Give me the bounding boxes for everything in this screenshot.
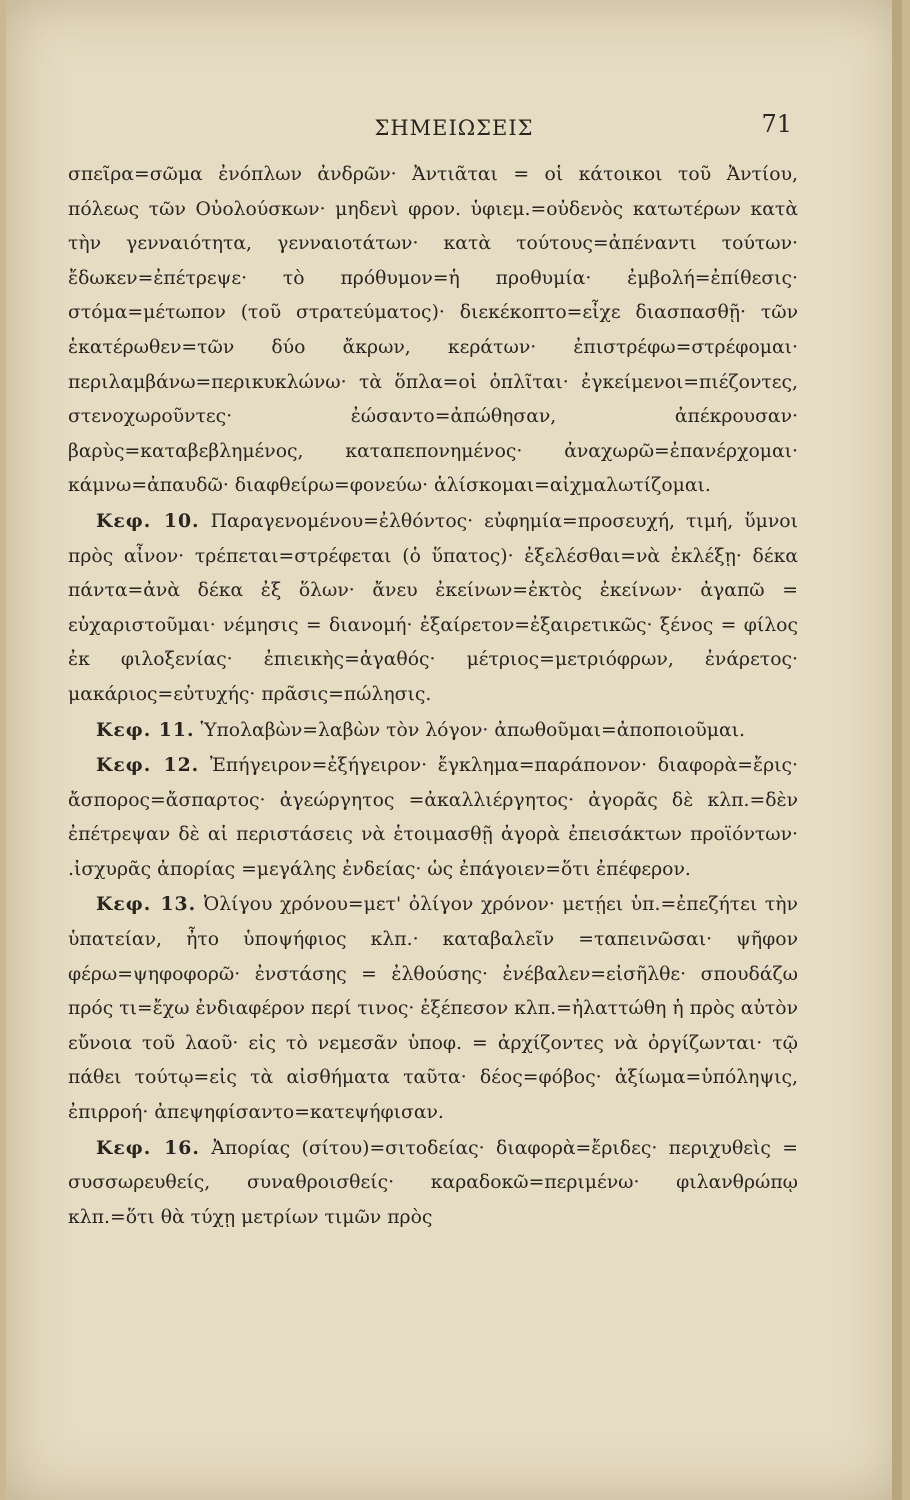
chapter-heading: Κεφ. 12. <box>96 754 200 777</box>
chapter-heading: Κεφ. 13. <box>96 893 197 916</box>
notes-body <box>68 158 798 1235</box>
paragraph-text: Ὀλίγου χρόνου=μετ' ὀλίγον χρόνον· μετῄει ὑπ.=ἐπεζήτει τὴν ὑπατείαν, ἦτο ὑποψήφιος κλπ.· καταβαλεῖν =ταπεινῶσαι· ψῆφον φέρω=ψηφοφορῶ· ἐνστάσης = ἐλθούσης· ἐνέβαλεν=εἰσῆλθε· σπουδάζω πρός τι=ἔχω ἐνδιαφέρον περί τινος· ἐξέπεσον κλπ.=ἠλαττώθη ἡ πρὸς αὐτὸν εὔνοια τοῦ λαοῦ· εἰς τὸ νεμεσᾶν ὑποφ. = ἀρχίζοντες νὰ ὀργίζωνται· τῷ πάθει τούτῳ=εἰς τὰ αἰσθήματα ταῦτα· δέος=φόβος· ἀξίωμα=ὑπόληψις, ἐπιρροή· ἀπεψηφίσαντο=κατεψήφισαν. <box>68 894 798 1124</box>
note-paragraph <box>68 1131 798 1236</box>
chapter-heading: Κεφ. 10. <box>96 509 200 532</box>
paragraph-text: Ἀπορίας (σίτου)=σιτοδείας· διαφορὰ=ἔριδες· περιχυθεὶς = συσσωρευθείς, συναθροισθείς· καραδοκῶ=περιμένω· φιλανθρώπῳ κλπ.=ὅτι θὰ τύχῃ μετρίων τιμῶν πρὸς <box>68 1137 798 1228</box>
paragraph-text: Ὑπολαβὼν=λαβὼν τὸν λόγον· ἀπωθοῦμαι=ἀποποιοῦμαι. <box>200 719 746 741</box>
page-edge <box>892 0 902 1500</box>
paragraph-text: Παραγενομένου=ἐλθόντος· εὐφημία=προσευχή, τιμή, ὕμνοι πρὸς αἶνον· τρέπεται=στρέφεται (ὁ ὕπατος)· ἐξελέσθαι=νὰ ἐκλέξῃ· δέκα πάντα=ἀνὰ δέκα ἐξ ὅλων· ἄνευ ἐκείνων=ἐκτὸς ἐκείνων· ἀγαπῶ = εὐχαριστοῦμαι· νέμησις = διανομή· ἐξαίρετον=ἐξαιρετικῶς· ξένος = φίλος ἐκ φιλοξενίας· ἐπιεικὴς=ἀγαθός· μέτριος=μετριόφρων, ἐνάρετος· μακάριος=εὐτυχής· πρᾶσις=πώλησις. <box>68 510 798 705</box>
page-number: 71 <box>761 110 792 138</box>
chapter-heading: Κεφ. 11. <box>96 718 195 741</box>
running-head: ΣΗΜΕΙΩΣΕΙΣ <box>374 116 534 140</box>
book-page <box>6 0 902 1500</box>
chapter-heading: Κεφ. 16. <box>96 1136 200 1159</box>
note-paragraph <box>68 504 798 713</box>
page-header <box>126 110 792 150</box>
paragraph-text: σπεῖρα=σῶμα ἐνόπλων ἀνδρῶν· Ἀντιᾶται = οἱ κάτοικοι τοῦ Ἀντίου, πόλεως τῶν Οὐολούσκων· μηδενὶ φρον. ὑφιεμ.=οὐδενὸς κατωτέρων κατὰ τὴν γενναιότητα, γενναιοτάτων· κατὰ τούτους=ἀπέναντι τούτων· ἔδωκεν=ἐπέτρεψε· τὸ πρόθυμον=ἡ προθυμία· ἐμβολή=ἐπίθεσις· στόμα=μέτωπον (τοῦ στρατεύματος)· διεκέκοπτο=εἶχε διασπασθῇ· τῶν ἑκατέρωθεν=τῶν δύο ἄκρων, κεράτων· ἐπιστρέφω=στρέφομαι· περιλαμβάνω=περικυκλώνω· τὰ ὅπλα=οἱ ὁπλῖται· ἐγκείμενοι=πιέζοντες, στενοχωροῦντες· ἐώσαντο=ἀπώθησαν, ἀπέκρουσαν· βαρὺς=καταβεβλημένος, καταπεπονημένος· ἀναχωρῶ=ἐπανέρχομαι· κάμνω=ἀπαυδῶ· διαφθείρω=φονεύω· ἁλίσκομαι=αἰχμαλωτίζομαι. <box>68 164 798 497</box>
note-paragraph <box>68 748 798 887</box>
note-paragraph <box>68 713 798 749</box>
paragraph-text: Ἐπήγειρον=ἐξήγειρον· ἔγκλημα=παράπονον· διαφορὰ=ἔρις· ἄσπορος=ἄσπαρτος· ἀγεώργητος =ἀκαλλιέργητος· ἀγορᾶς δὲ κλπ.=δὲν ἐπέτρεψαν δὲ αἱ περιστάσεις νὰ ἑτοιμασθῇ ἀγορὰ ἐπεισάκτων προϊόντων· .ἰσχυρᾶς ἀπορίας =μεγάλης ἐνδείας· ὡς ἐπάγοιεν=ὅτι ἐπέφερον. <box>68 755 798 880</box>
note-paragraph <box>68 158 798 504</box>
note-paragraph <box>68 887 798 1130</box>
